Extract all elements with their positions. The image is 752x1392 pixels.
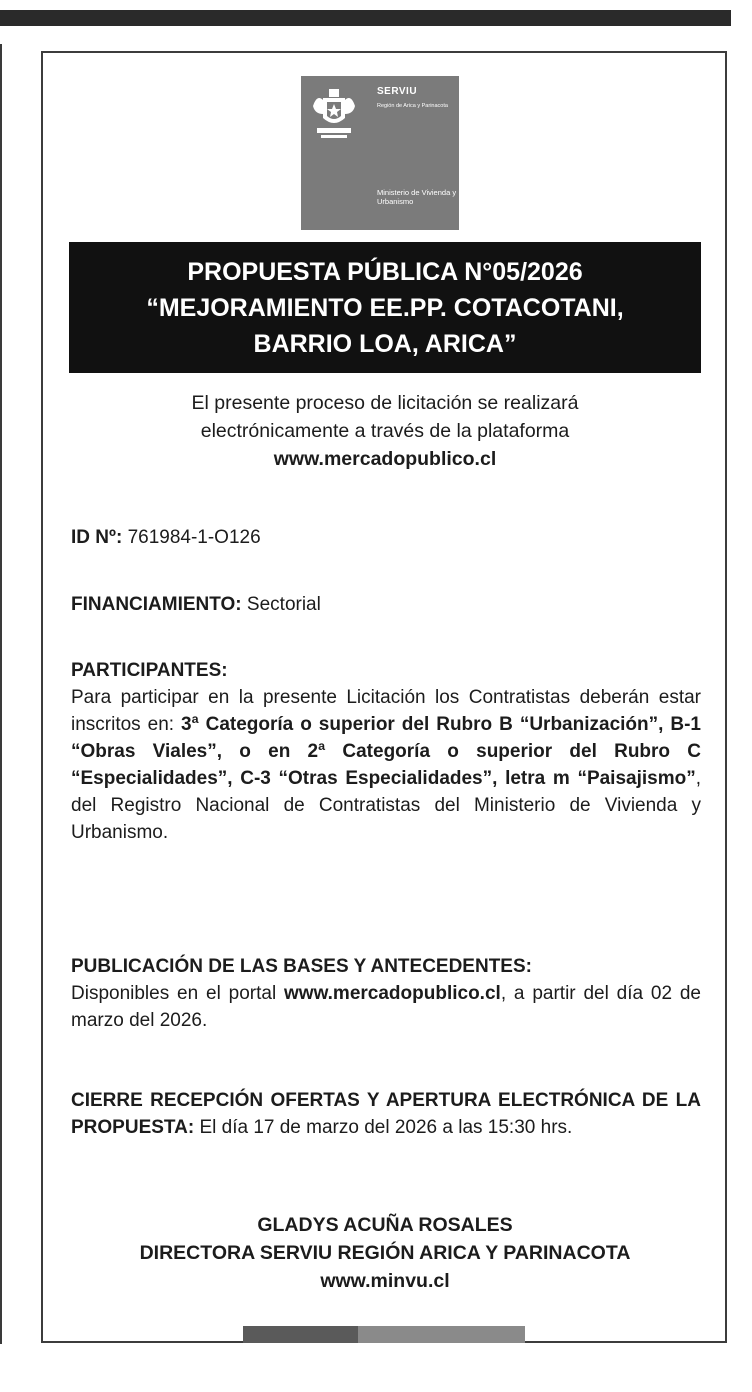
publication-text-b: , a partir del día 02 de marzo del 2026.: [71, 983, 701, 1031]
closing-section: [71, 1087, 701, 1141]
tender-notice: [41, 51, 727, 1343]
title-line-1: PROPUESTA PÚBLICA N°05/2026: [187, 258, 583, 286]
title-line-2: “MEJORAMIENTO EE.PP. COTACOTANI,: [146, 294, 624, 322]
participants-section: [71, 657, 701, 846]
minvu-link[interactable]: www.minvu.cl: [320, 1270, 450, 1292]
closing-text: El día 17 de marzo del 2026 a las 15:30 hrs.: [194, 1117, 573, 1138]
closing-label: CIERRE RECEPCIÓN OFERTAS Y APERTURA ELECTRÓNICA DE LA PROPUESTA:: [71, 1090, 701, 1138]
financing-field: [71, 591, 701, 618]
intro-line-2: electrónicamente a través de la plataforma: [200, 420, 570, 442]
title-line-3: BARRIO LOA, ARICA”: [253, 330, 517, 358]
left-column-rule: [0, 44, 2, 1344]
publication-text-a: Disponibles en el portal: [71, 983, 285, 1004]
signatory-name: GLADYS ACUÑA ROSALES: [257, 1214, 513, 1236]
participants-text-a: Para participar en la presente Licitación los Contratistas deberán estar inscritos en:: [71, 687, 701, 735]
intro-paragraph: [69, 389, 701, 473]
financing-value: Sectorial: [246, 594, 321, 615]
participants-text-b: , del Registro Nacional de Contratistas del Ministerio de Vivienda y Urbanismo.: [71, 768, 701, 843]
band-dark: [243, 1326, 358, 1343]
serviu-logo: [301, 76, 459, 230]
intro-line-1: El presente proceso de licitación se realizará: [191, 392, 579, 414]
financing-label: FINANCIAMIENTO:: [71, 594, 242, 615]
band-light: [358, 1326, 525, 1343]
publication-label: PUBLICACIÓN DE LAS BASES Y ANTECEDENTES:: [71, 956, 532, 977]
participants-categories: 3ª Categoría o superior del Rubro B “Urbanización”, B-1 “Obras Viales”, o en 2ª Categoría o superior del Rubro C “Especialidades”, C-3 “Otras Especialidades”, letra m “Paisajismo”: [71, 714, 701, 789]
logo-serviu-text: SERVIU: [377, 86, 418, 97]
top-border-bar: [0, 10, 731, 26]
notice-title: [69, 242, 701, 373]
publication-link[interactable]: www.mercadopublico.cl: [284, 983, 501, 1004]
signature-block: [69, 1211, 701, 1295]
mercadopublico-link[interactable]: www.mercadopublico.cl: [273, 448, 497, 470]
participants-label: PARTICIPANTES:: [71, 660, 228, 681]
logo-ministry-text: Ministerio de Vivienda y Urbanismo: [377, 188, 457, 206]
signatory-role: DIRECTORA SERVIU REGIÓN ARICA Y PARINACOTA: [139, 1242, 631, 1264]
id-label: ID Nº:: [71, 527, 123, 548]
id-field: [71, 524, 701, 551]
publication-section: [71, 953, 701, 1034]
logo-region-text: Región de Arica y Parinacota: [377, 103, 448, 109]
id-value: 761984-1-O126: [127, 527, 261, 548]
bottom-color-band: [243, 1326, 525, 1343]
chile-coat-of-arms-icon: [309, 84, 359, 142]
